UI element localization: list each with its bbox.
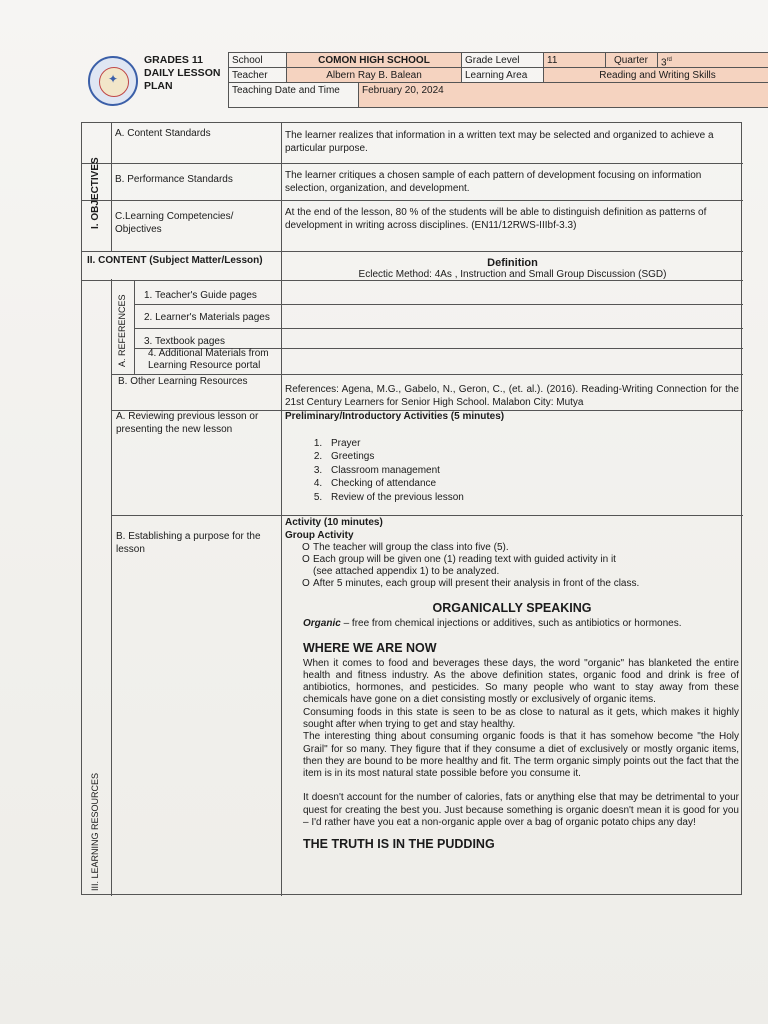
grade-level-label: Grade Level — [462, 53, 544, 68]
list-item: 5. Review of the previous lesson — [325, 491, 739, 505]
article-paragraph: The interesting thing about consuming organic foods is that it has somehow become "the Holy Grail" for so many. They figure that if they consume a diet of exclusively or mostly organic items, then they are bound to be more healthy and fit. The term organic simply points out the fact that the item is in its most natural state possible before you consume it. — [303, 731, 739, 780]
list-item: 3. Classroom management — [325, 464, 739, 478]
reviewing-lesson-label: A. Reviewing previous lesson or presenting the new lesson — [116, 411, 259, 435]
teacher-label: Teacher — [229, 68, 287, 83]
school-label: School — [229, 53, 287, 68]
article-paragraph: It doesn't account for the number of calories, fats or anything else that may be detrimental to your quest for creating the best you. Just because something is organic doesn't mean it is good for you – I'd rather have you eat a non-organic apple over a bag of organic potato chips any day! — [303, 792, 739, 829]
grade-level-value: 11 — [544, 53, 606, 68]
learning-area-value: Reading and Writing Skills — [544, 68, 768, 83]
activity-heading: Activity (10 minutes) — [285, 517, 383, 528]
other-resources-label: B. Other Learning Resources — [118, 376, 248, 387]
article-body — [285, 658, 739, 830]
review-list — [285, 437, 739, 505]
list-item: O The teacher will group the class into five (5). — [302, 542, 509, 553]
content-standards-text: The learner realizes that information in a written text may be selected and organized to achieve a particular purpose. — [285, 130, 714, 154]
organic-definition: Organic – free from chemical injections or additives, such as antibiotics or hormones. — [303, 617, 682, 629]
performance-standards-text: The learner critiques a chosen sample of each pattern of development focusing on information selection, organization, and development. — [285, 170, 702, 194]
group-activity-list — [285, 542, 739, 590]
review-activities — [285, 411, 739, 504]
quarter-value: 3rd — [658, 53, 768, 68]
teacher-value: Albern Ray B. Balean — [287, 68, 462, 83]
list-item: 2. Greetings — [325, 450, 739, 464]
performance-standards-label: B. Performance Standards — [115, 174, 233, 185]
teaching-date-label: Teaching Date and Time — [229, 83, 359, 107]
header-info-table — [228, 52, 768, 108]
objectives-section-label: I. OBJECTIVES — [90, 157, 101, 229]
lesson-plan-table — [81, 122, 742, 895]
learning-competencies-text: At the end of the lesson, 80 % of the students will be able to distinguish definition as patterns of development in writing across disciplines. (EN11/12RWS-IIIbf-3.3) — [285, 207, 707, 231]
learning-resources-section-label: III. LEARNING RESOURCES — [90, 772, 100, 891]
list-item: (see attached appendix 1) to be analyzed. — [313, 566, 500, 577]
other-resources-text: References: Agena, M.G., Gabelo, N., Geron, C., (et. al.). (2016). Reading-Writing Connection for the 21st Century Learners for Senior High School. Malabon City: Mutya — [285, 384, 739, 408]
section-heading-where-we-are-now: WHERE WE ARE NOW — [303, 641, 437, 655]
list-item: O Each group will be given one (1) reading text with guided activity in it — [302, 554, 616, 565]
list-item: O After 5 minutes, each group will present their analysis in front of the class. — [302, 578, 640, 589]
teaching-date-value: February 20, 2024 — [359, 83, 768, 107]
article-paragraph: When it comes to food and beverages these days, the word "organic" has blanketed the entire health and fitness industry. As the above definition states, organic food and drink is free of antibiotics, hormones, and pesticides. So many people who want to stay away from these chemicals have gone on a diet consisting mostly or exclusively of organic items. — [303, 657, 739, 706]
learners-materials-label: 2. Learner's Materials pages — [144, 312, 270, 323]
section-heading-truth-in-pudding: THE TRUTH IS IN THE PUDDING — [303, 837, 495, 852]
textbook-pages-label: 3. Textbook pages — [144, 336, 225, 347]
review-heading: Preliminary/Introductory Activities (5 minutes) — [285, 411, 505, 422]
teachers-guide-label: 1. Teacher's Guide pages — [144, 290, 257, 301]
learning-area-label: Learning Area — [462, 68, 544, 83]
quarter-label: Quarter — [606, 53, 658, 68]
establishing-purpose-label: B. Establishing a purpose for the lesson — [116, 531, 261, 555]
group-activity-heading: Group Activity — [285, 529, 354, 541]
content-label: II. CONTENT (Subject Matter/Lesson) — [87, 255, 263, 266]
additional-materials-label: 4. Additional Materials from Learning Resource portal — [148, 348, 269, 371]
content-title: Definition — [487, 257, 538, 269]
references-label: A. REFERENCES — [117, 294, 127, 367]
content-standards-label: A. Content Standards — [115, 128, 211, 139]
list-item: 4. Checking of attendance — [325, 477, 739, 491]
deped-seal-icon: ✦ — [88, 56, 138, 106]
school-value: COMON HIGH SCHOOL — [287, 53, 462, 68]
list-item: 1. Prayer — [325, 437, 739, 451]
learning-competencies-label: C.Learning Competencies/ Objectives — [115, 211, 234, 235]
article-paragraph: Consuming foods in this state is seen to be as close to natural as it gets, which makes it highly sought after when trying to get and stay healthy. — [303, 706, 739, 730]
article-title: ORGANICALLY SPEAKING — [432, 601, 592, 615]
content-method: Eclectic Method: 4As , Instruction and Small Group Discussion (SGD) — [358, 269, 667, 280]
document-title: GRADES 11 DAILY LESSON PLAN — [144, 54, 221, 92]
purpose-content — [285, 517, 739, 893]
